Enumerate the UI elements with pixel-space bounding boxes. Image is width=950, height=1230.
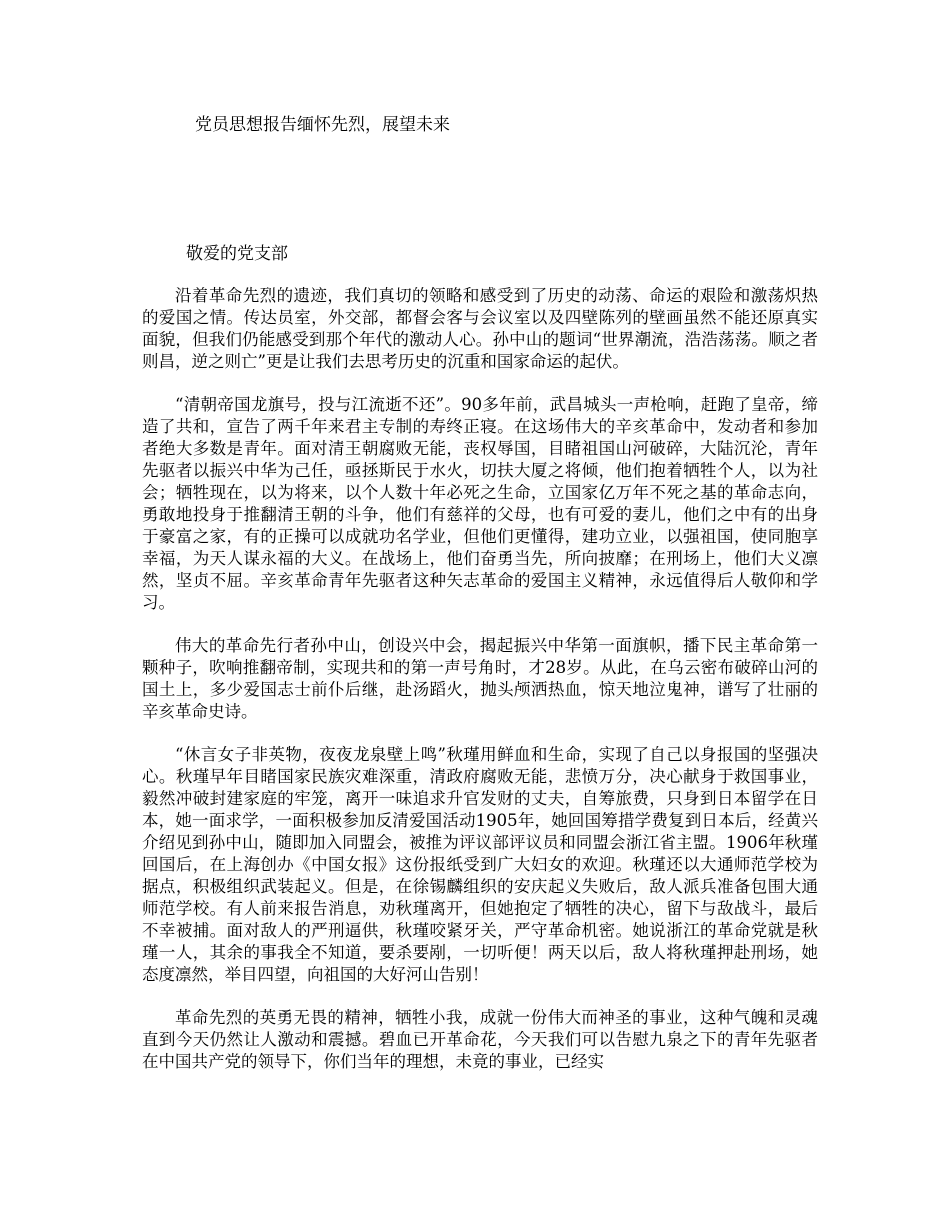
paragraph: “休言女子非英物，夜夜龙泉壁上鸣”秋瑾用鲜血和生命，实现了自己以身报国的坚强决心。秋瑾早年目睹国家民族灾难深重，清政府腐败无能，悲愤万分，决心献身于救国事业，毅然冲破封建家庭的牢笼，离开一味追求升官发财的丈夫，自筹旅费，只身到日本留学在日本，她一面求学，一面积极参加反清爱国活动1905年，她回国筹措学费复到日本后，经黄兴介绍见到孙中山，随即加入同盟会，被推为评议部评议员和同盟会浙江省主盟。1906年秋瑾回国后，在上海创办《中国女报》这份报纸受到广大妇女的欢迎。秋瑾还以大通师范学校为据点，积极组织武装起义。但是，在徐锡麟组织的安庆起义失败后，敌人派兵准备包围大通师范学校。有人前来报告消息，劝秋瑾离开，但她抱定了牺牲的决心，留下与敌战斗，最后不幸被捕。面对敌人的严刑逼供，秋瑾咬紧牙关，严守革命机密。她说浙江的革命党就是秋瑾一人，其余的事我全不知道，要杀要剐，一切听便！两天以后，敌人将秋瑾押赴刑场，她态度凛然，举目四望，向祖国的大好河山告别！ <box>142 745 818 984</box>
salutation: 敬爱的党支部 <box>186 244 288 264</box>
document-body <box>142 285 818 1094</box>
paragraph: “清朝帝国龙旗号，投与江流逝不还”。90多年前，武昌城头一声枪响，赶跑了皇帝，缔造了共和，宣告了两千年来君主专制的寿终正寝。在这场伟大的辛亥革命中，发动者和参加者绝大多数是青年。面对清王朝腐败无能，丧权辱国，目睹祖国山河破碎，大陆沉沦，青年先驱者以振兴中华为己任，亟拯斯民于水火，切扶大厦之将倾，他们抱着牺牲个人，以为社会；牺牲现在，以为将来，以个人数十年必死之生命，立国家亿万年不死之基的革命志向，勇敢地投身于推翻清王朝的斗争，他们有慈祥的父母，也有可爱的妻儿，他们之中有的出身于豪富之家，有的正操可以成就功名学业，但他们更懂得，建功立业，以强祖国，使同胞享幸福，为天人谋永福的大义。在战场上，他们奋勇当先，所向披靡；在刑场上，他们大义凛然，坚贞不屈。辛亥革命青年先驱者这种矢志革命的爱国主义精神，永远值得后人敬仰和学习。 <box>142 395 818 612</box>
document-title: 党员思想报告缅怀先烈，展望未来 <box>195 115 450 135</box>
paragraph: 沿着革命先烈的遗迹，我们真切的领略和感受到了历史的动荡、命运的艰险和激荡炽热的爱国之情。传达员室，外交部，都督会客与会议室以及四壁陈列的壁画虽然不能还原真实面貌，但我们仍能感受到那个年代的激动人心。孙中山的题词“世界潮流，浩浩荡荡。顺之者则昌，逆之则亡”更是让我们去思考历史的沉重和国家命运的起伏。 <box>142 286 818 371</box>
paragraph: 伟大的革命先行者孙中山，创设兴中会，揭起振兴中华第一面旗帜，播下民主革命第一颗种子，吹响推翻帝制，实现共和的第一声号角时，才28岁。从此，在乌云密布破碎山河的国土上，多少爱国志士前仆后继，赴汤蹈火，抛头颅洒热血，惊天地泣鬼神，谱写了壮丽的辛亥革命史诗。 <box>142 636 818 721</box>
paragraph: 革命先烈的英勇无畏的精神，牺牲小我，成就一份伟大而神圣的事业，这种气魄和灵魂直到今天仍然让人激动和震撼。碧血已开革命花，今天我们可以告慰九泉之下的青年先驱者在中国共产党的领导下，你们当年的理想，未竟的事业，已经实 <box>142 1008 818 1071</box>
